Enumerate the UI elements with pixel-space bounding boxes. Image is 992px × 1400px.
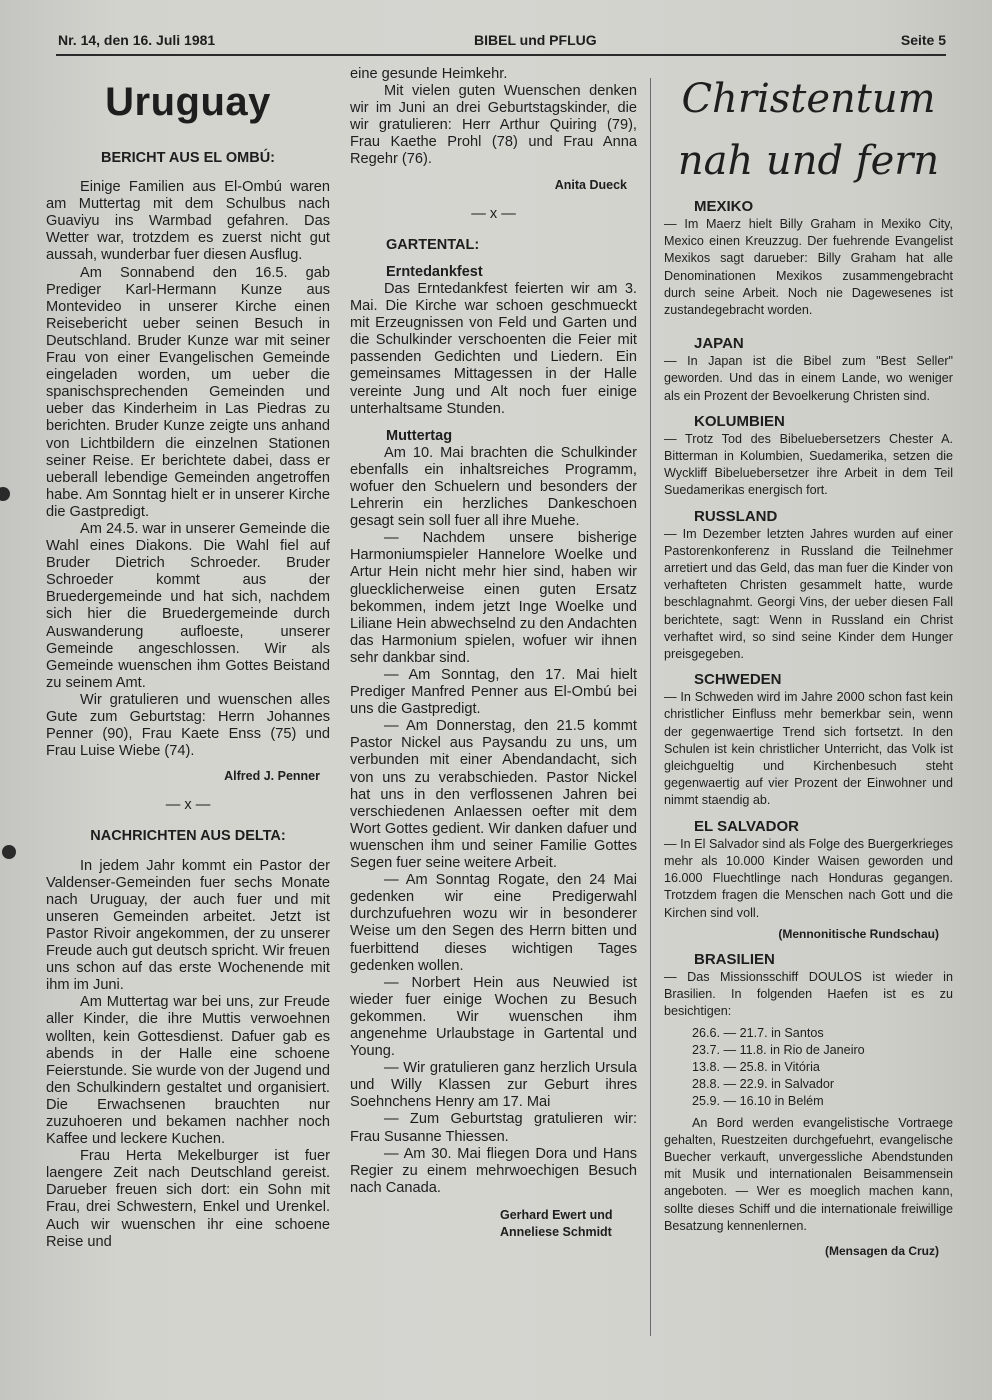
punch-hole-lower: [2, 845, 16, 859]
port-entry: 28.8. — 22.9. in Salvador: [692, 1077, 835, 1092]
section-title-uruguay: Uruguay: [105, 80, 271, 124]
country-heading-kolumbien: KOLUMBIEN: [694, 412, 785, 430]
heading-gartental: GARTENTAL:: [386, 236, 480, 253]
column-uruguay: [46, 66, 330, 1251]
port-entry: 13.8. — 25.8. in Vitória: [692, 1059, 820, 1074]
article-paragraph: eine gesunde Heimkehr.: [350, 66, 508, 82]
punch-hole-upper: [0, 487, 10, 501]
section-separator: — x —: [165, 797, 211, 814]
article-paragraph: — Am Donnerstag, den 21.5 kommt Pastor Nickel aus Paysandu zu uns, um verbunden mit einer Abendandacht, sich von uns zu verabschieden. Pastor Nickel hat uns in den verflossenen Jahren bei verschiedenen Anlaessen oefter mit dem Wort Gottes gedient. Wir danken dafuer und wuenschen ihm und seiner Familie Gottes Segen fuer seine weitere Arbeit.: [350, 718, 637, 872]
news-item: — In Schweden wird im Jahre 2000 schon fast kein christlicher Einfluss mehr bemerkbar sein, wenn der gegenwaertige Trend sich fortsetzt. In den Schulen ist kein christlicher Unterricht, das Volk ist gleichgueltig und Kirchenbesuch steht gegenwaertig auf vier Prozent der Einwohner und nimmt staendig ab.: [664, 690, 953, 808]
news-item: — Das Missionsschiff DOULOS ist wieder in Brasilien. In folgenden Haefen ist es zu besichtigen:: [664, 969, 953, 1019]
source-credit: (Mensagen da Cruz): [824, 1243, 939, 1258]
signature-line-1: Gerhard Ewert und: [500, 1207, 613, 1222]
article-paragraph: Einige Familien aus El-Ombú waren am Muttertag mit dem Schulbus nach Guaviyu ins Warmbad gefahren. Das Wetter war, trotzdem es zuerst nicht gut aussah, wunderbar fuer diesen Ausflug.: [46, 179, 330, 264]
port-entry: 26.6. — 21.7. in Santos: [692, 1025, 824, 1040]
article-paragraph: — Am Sonntag, den 17. Mai hielt Prediger Manfred Penner aus El-Ombú bei uns die Gastpredigt.: [350, 667, 637, 718]
port-schedule: [692, 1025, 953, 1111]
article-paragraph: Frau Herta Mekelburger ist fuer laengere Zeit nach Deutschland gereist. Darueber freuen sich dort: ein Sohn mit Frau, drei Schwestern, Enkel und Urenkel. Auch wir wuenschen ihr eine schoene Reise und: [46, 1148, 330, 1250]
country-heading-russland: RUSSLAND: [694, 507, 778, 525]
article-paragraph: Wir gratulieren und wuenschen alles Gute zum Geburtstag: Herrn Johannes Penner (90), Frau Kaete Enss (75) und Frau Luise Wiebe (74).: [46, 691, 330, 760]
signature-line-2: Anneliese Schmidt: [500, 1225, 612, 1239]
author-signature: Alfred J. Penner: [224, 769, 320, 784]
country-heading-schweden: SCHWEDEN: [694, 671, 782, 689]
column-divider: [650, 78, 651, 1336]
subheading-erntedankfest: Erntedankfest: [386, 263, 483, 280]
country-heading-japan: JAPAN: [694, 335, 744, 353]
source-credit: (Mennonitische Rundschau): [778, 926, 939, 941]
country-heading-el-salvador: EL SALVADOR: [694, 817, 800, 835]
page-number: Seite 5: [900, 32, 946, 48]
country-heading-brasilien: BRASILIEN: [694, 950, 775, 968]
article-paragraph: Am Sonnabend den 16.5. gab Prediger Karl-Hermann Kunze aus Montevideo in unserer Kirche einen Reisebericht ueber seinen Besuch in Deutschland. Bruder Kunze war mit seiner Frau von einer Evangelischen Gemeinde eingeladen worden, um ueber die spanischsprechenden Gemeinden und ueber das Kinderheim in Las Piedras zu berichten. Bruder Kunze zeigte uns anhand von Lichtbildern die einzelnen Stationen seiner Reise. Er berichtete dabei, dass er ueberall lebendige Gemeinden angetroffen habe. Am Sonntag hielt er in unserer Kirche die Gastpredigt.: [46, 264, 330, 520]
article-paragraph: — Zum Geburtstag gratulieren wir: Frau Susanne Thiessen.: [350, 1111, 637, 1145]
section-separator: — x —: [471, 205, 516, 222]
article-paragraph: — Nachdem unsere bisherige Harmoniumspieler Hannelore Woelke und Artur Hein nicht mehr hier sind, haben wir gluecklicherweise einen guten Ersatz bekommen, indem jetzt Inge Woelke und Liliane Hein abwechselnd zu den Andachten das Harmonium spielen, wofuer wir ihnen sehr dankbar sind.: [350, 530, 637, 666]
subheading-muttertag: Muttertag: [386, 427, 453, 444]
article-paragraph: Am Muttertag war bei uns, zur Freude aller Kinder, die ihre Muttis verwoehnen wollten, kein Gottesdienst. Dafuer gab es abends in der Halle eine schoene Feierstunde. Sie wurde von der Jugend und den Schulkindern gestaltet und organisiert. Die Erwachsenen brauchten nur zuzuhoeren und bekamen nachher noch Kaffee und leckere Kuchen.: [46, 994, 330, 1148]
section-title-christentum: Christentum: [681, 76, 936, 122]
header-rule: [56, 54, 946, 56]
article-paragraph: — Norbert Hein aus Neuwied ist wieder fuer einige Wochen zu Besuch gekommen. Wir wuenschen ihm angenehme Urlaubstage in Gartental und Young.: [350, 974, 637, 1060]
news-item: — In Japan ist die Bibel zum "Best Seller" geworden. Und das in einem Lande, wo weniger als ein Prozent der Bevoelkerung Christen sind.: [664, 354, 953, 403]
column-gartental: [350, 66, 637, 1241]
column-christentum: [664, 66, 953, 1266]
news-item: — Trotz Tod des Bibeluebersetzers Chester A. Bitterman in Kolumbien, Suedamerika, setzen die Wyckliff Bibeluebersetzer ihre Arbeit in dem Teil Suedamerikas energisch fort.: [664, 431, 953, 498]
article-paragraph: Mit vielen guten Wuenschen denken wir im Juni an drei Geburtstagskinder, die wir gratulieren: Herr Arthur Quiring (79), Frau Kaethe Prohl (78) und Frau Anna Regehr (76).: [350, 83, 637, 168]
heading-delta: NACHRICHTEN AUS DELTA:: [90, 828, 286, 845]
author-signature: Anita Dueck: [554, 177, 627, 192]
article-paragraph: — Am Sonntag Rogate, den 24 Mai gedenken wir eine Predigerwahl durchzufuehren wozu wir in besonderer Weise um den Segen des Herrn bitten und fuerbittend dieses wichtigen Tages gedenken wollen.: [350, 872, 637, 974]
section-title-nah-und-fern: nah und fern: [677, 138, 940, 184]
article-paragraph: In jedem Jahr kommt ein Pastor der Valdenser-Gemeinden fuer sechs Monate nach Uruguay, der auch fuer und mit unseren Gemeinden arbeitet. Jetzt ist Pastor Rivoir angekommen, der zu unserer Freude auch gut deutsch spricht. Wir freuen uns schon auf das erste Wochenende mit ihm im Juni.: [46, 857, 330, 994]
news-item: — Im Dezember letzten Jahres wurden auf einer Pastorenkonferenz in Russland die Teilnehmer arretiert und das Geld, das man fuer die Kinder von verhafteten Christen gesammelt hatte, wurde beschlagnahmt. Georgi Vins, der ueber diesen Fall berichtete, sagt: Wenn in Russland ein Christ verhaftet wird, so sind seine Kinder dem Hunger preisgegeben.: [664, 526, 953, 662]
article-paragraph: Das Erntedankfest feierten wir am 3. Mai. Die Kirche war schoen geschmueckt mit Erzeugnissen von Feld und Garten und die Schulkinder verschoenten die Feier mit passenden Gedichten und Liedern. Ein gemeinsames Mittagessen in der Halle vereinte Jung und Alt noch fuer einige unterhaltsame Stunden.: [350, 280, 637, 417]
issue-date: Nr. 14, den 16. Juli 1981: [58, 32, 216, 48]
news-item: — Im Maerz hielt Billy Graham in Mexiko City, Mexico einen Kreuzzug. Der fuehrende Evangelist Mexikos sagt darueber: Billy Graham hat alle Denominationen Mexikos zusammengebracht durch seine Arbeit. Noch nie Dagewesenes ist zustandegebracht worden.: [664, 217, 953, 318]
news-item: — In El Salvador sind als Folge des Buergerkrieges mehr als 10.000 Kinder Waisen geworden und 16.000 Fluechtlinge nach Honduras gegangen. Trotzdem fragen die Menschen nach Gott und die Kirchen sind voll.: [664, 836, 953, 920]
port-entry: 25.9. — 16.10 in Belém: [692, 1094, 824, 1109]
article-paragraph: Am 24.5. war in unserer Gemeinde die Wahl eines Diakons. Die Wahl fiel auf Bruder Dietrich Schroeder. Bruder Schroeder kommt aus der Bruedergemeinde und hat sich, nachdem sich hier die Bruedergemeinde durch Auswanderung aufloeste, unserer Gemeinde angeschlossen. Wir als Gemeinde wuenschen ihm Gottes Beistand zu seinem Amt.: [46, 520, 330, 691]
country-heading-mexiko: MEXIKO: [694, 198, 754, 215]
article-paragraph: — Am 30. Mai fliegen Dora und Hans Regier zu einem mehrwoechigen Besuch nach Canada.: [350, 1145, 637, 1196]
port-entry: 23.7. — 11.8. in Rio de Janeiro: [692, 1042, 865, 1057]
news-item: An Bord werden evangelistische Vortraege gehalten, Ruestzeiten durchgefuehrt, evangelische Buecher verkauft, unvergessliche Abendstunden mit Musik und internationalen Beisammensein angeboten. — Wer es moeglich machen kann, sollte dieses Schiff und die internationale freiwillige Besatzung kennenlernen.: [664, 1115, 953, 1233]
publication-title: BIBEL und PFLUG: [474, 32, 597, 48]
article-paragraph: Am 10. Mai brachten die Schulkinder ebenfalls ein inhaltsreiches Programm, wofuer den Schuelern und besonders der Lehrerin ein herzliches Dankeschoen gesagt sein soll fuer all ihre Muehe.: [350, 444, 637, 530]
article-paragraph: — Wir gratulieren ganz herzlich Ursula und Willy Klassen zur Geburt ihres Soehnchens Henry am 17. Mai: [350, 1060, 637, 1111]
author-signature: [350, 1207, 621, 1241]
heading-el-ombu: BERICHT AUS EL OMBÚ:: [101, 150, 275, 166]
page-header: [56, 32, 946, 54]
